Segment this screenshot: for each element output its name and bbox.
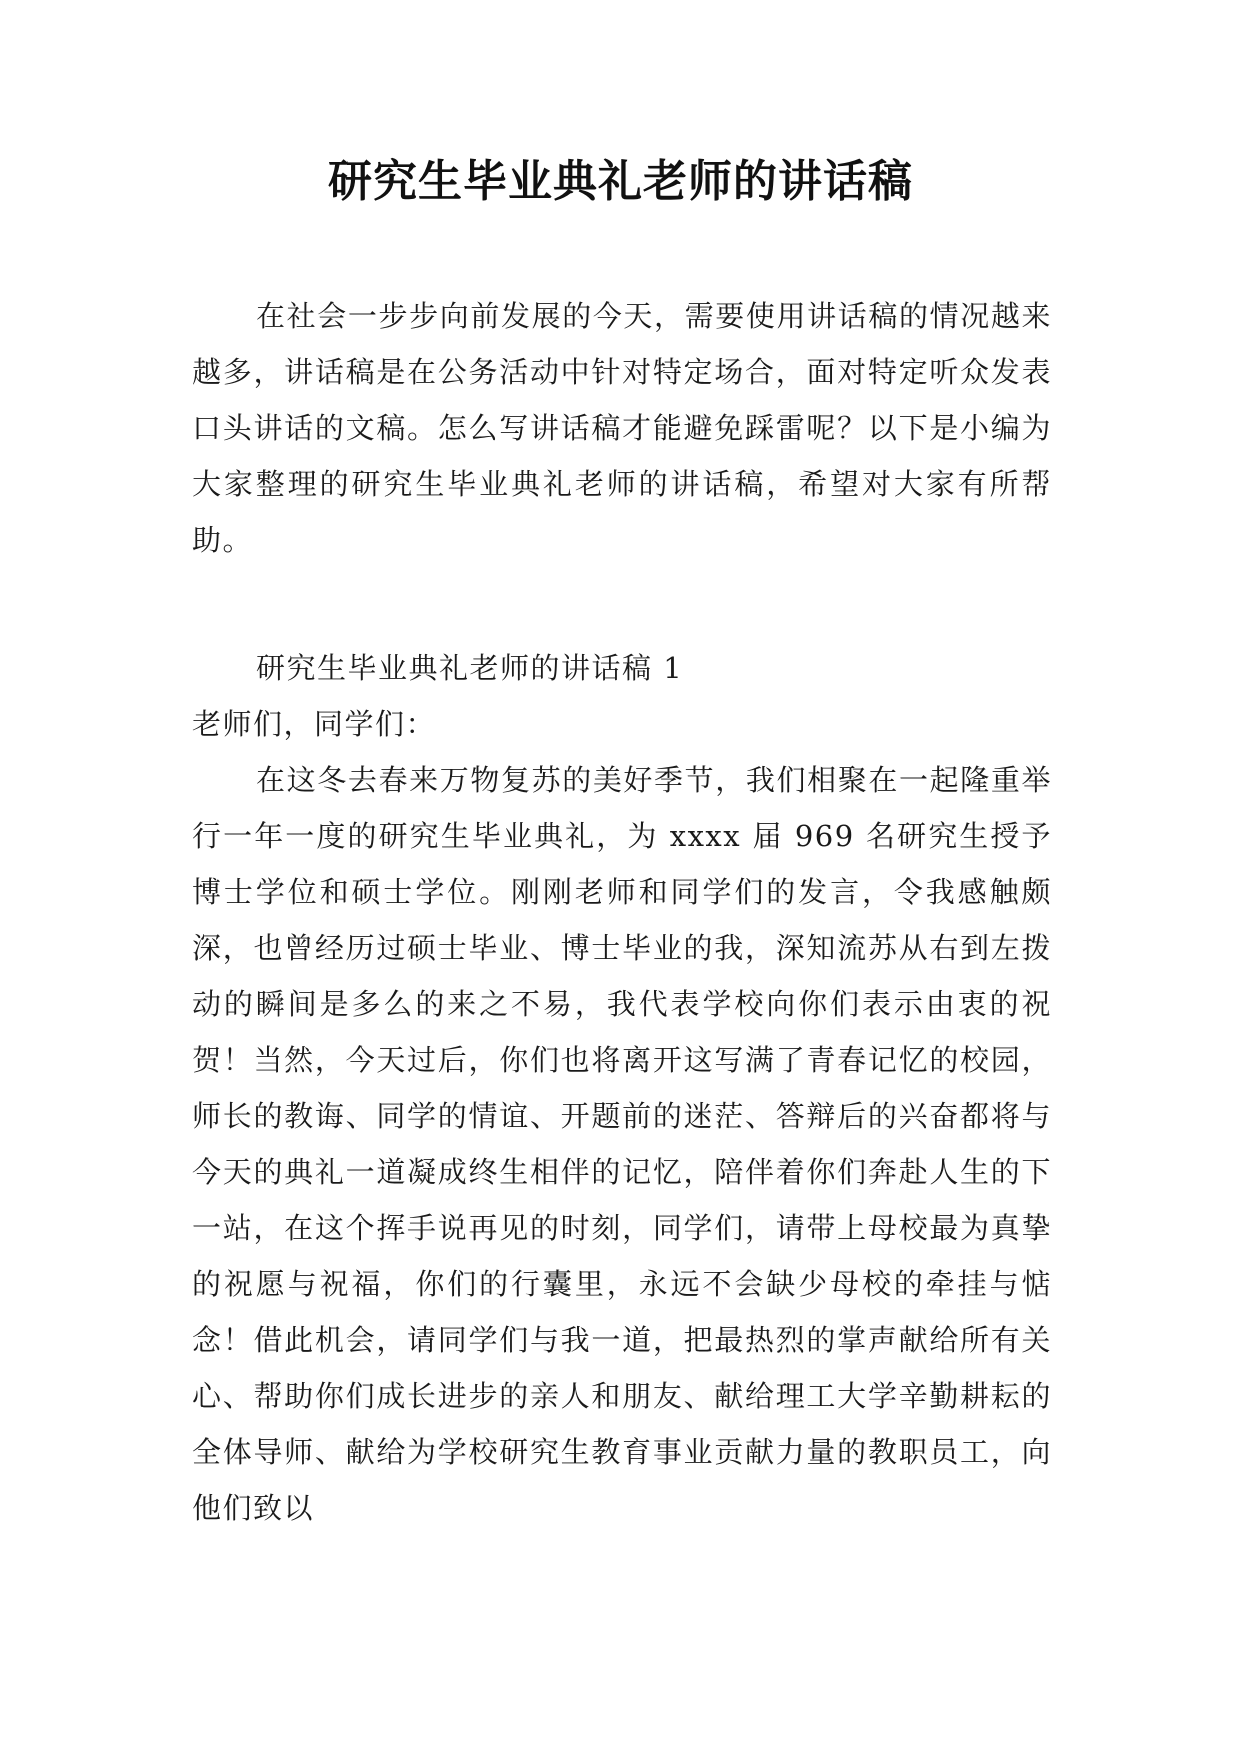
speech-section [192,752,1052,1536]
section-heading-block [192,640,1052,696]
salutation: 老师们，同学们： [192,707,437,741]
document-title: 研究生毕业典礼老师的讲话稿 [328,156,913,207]
speech-paragraph: 在这冬去春来万物复苏的美好季节，我们相聚在一起隆重举行一年一度的研究生毕业典礼，为 xxxx 届 969 名研究生授予博士学位和硕士学位。刚刚老师和同学们的发言，令我感触颇深，也曾经历过硕士毕业、博士毕业的我，深知流苏从右到左拨动的瞬间是多么的来之不易，我代表学校向你们表示由衷的祝贺！当然，今天过后，你们也将离开这写满了青春记忆的校园，师长的教诲、同学的情谊、开题前的迷茫、答辩后的兴奋都将与今天的典礼一道凝成终生相伴的记忆，陪伴着你们奔赴人生的下一站，在这个挥手说再见的时刻，同学们，请带上母校最为真挚的祝愿与祝福，你们的行囊里，永远不会缺少母校的牵挂与惦念！借此机会，请同学们与我一道，把最热烈的掌声献给所有关心、帮助你们成长进步的亲人和朋友、献给理工大学辛勤耕耘的全体导师、献给为学校研究生教育事业贡献力量的教职员工，向他们致以 [192,763,1052,1525]
section-heading: 研究生毕业典礼老师的讲话稿 1 [256,651,684,685]
salutation-block [192,696,1052,752]
intro-section [192,288,1052,568]
intro-paragraph: 在社会一步步向前发展的今天，需要使用讲话稿的情况越来越多，讲话稿是在公务活动中针对特定场合，面对特定听众发表口头讲话的文稿。怎么写讲话稿才能避免踩雷呢？以下是小编为大家整理的研究生毕业典礼老师的讲话稿，希望对大家有所帮助。 [192,299,1052,557]
